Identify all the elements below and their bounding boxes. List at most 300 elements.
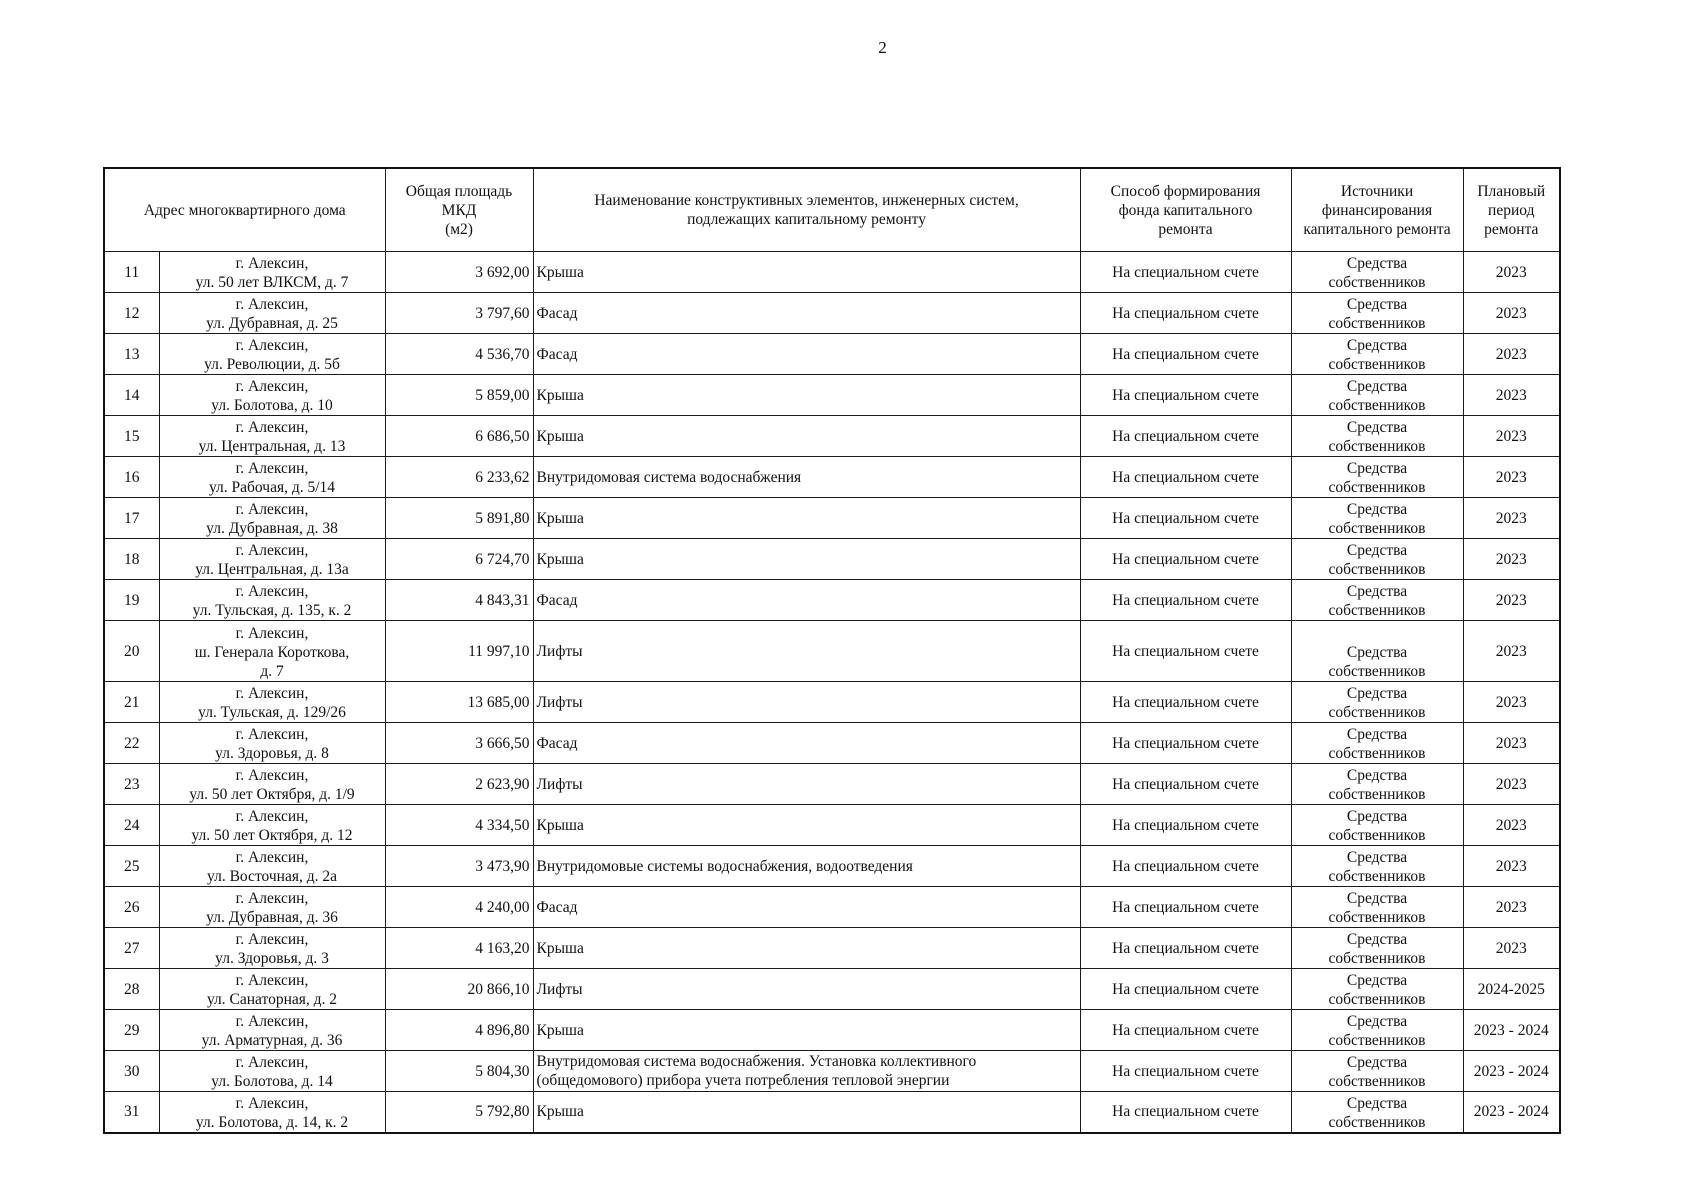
total-area: 4 240,00 [475,898,530,916]
source-cell [1291,846,1463,887]
funding-source-continued: собственников [1328,868,1426,885]
elements-cell [533,498,1080,539]
area-cell [385,805,533,846]
row-number: 22 [124,734,140,752]
row-number-cell [104,334,159,375]
address-city: г. Алексин, [235,255,309,272]
area-cell [385,969,533,1010]
period-cell [1463,1051,1560,1092]
fund-method: На специальном счете [1112,591,1259,609]
repair-element: Крыша [536,550,584,568]
table-row [104,375,1560,416]
address-cell [159,580,385,621]
method-cell [1080,334,1291,375]
fund-method: На специальном счете [1112,509,1259,527]
table-row [104,887,1560,928]
fund-method: На специальном счете [1112,939,1259,957]
source-cell [1291,887,1463,928]
row-number: 16 [124,468,140,486]
funding-source-continued: собственников [1328,745,1426,762]
area-cell [385,846,533,887]
period-cell [1463,621,1560,682]
table-row [104,928,1560,969]
row-number: 29 [124,1021,140,1039]
period-cell [1463,416,1560,457]
funding-source-continued: собственников [1328,397,1426,414]
total-area: 3 692,00 [475,263,530,281]
funding-source-continued: собственников [1328,950,1426,967]
address-street: ул. Болотова, д. 14 [211,1073,333,1090]
row-number-cell [104,539,159,580]
funding-source: Средства [1346,1054,1408,1071]
repair-period: 2023 [1495,898,1527,916]
row-number: 12 [124,304,140,322]
address-cell [159,498,385,539]
period-cell [1463,1010,1560,1051]
period-cell [1463,969,1560,1010]
table-row [104,1010,1560,1051]
funding-source: Средства [1346,726,1408,743]
total-area: 3 666,50 [475,734,530,752]
address-city: г. Алексин, [235,685,309,702]
repair-period: 2023 [1495,345,1527,363]
source-cell [1291,1092,1463,1133]
fund-method: На специальном счете [1112,1021,1259,1039]
address-cell [159,334,385,375]
source-cell [1291,334,1463,375]
table-row [104,580,1560,621]
row-number: 30 [124,1062,140,1080]
address-city: г. Алексин, [235,419,309,436]
address-city: г. Алексин, [235,972,309,989]
fund-method: На специальном счете [1112,857,1259,875]
row-number-cell [104,293,159,334]
table-row [104,539,1560,580]
area-cell [385,416,533,457]
address-street: ул. Тульская, д. 135, к. 2 [192,602,352,619]
total-area: 5 859,00 [475,386,530,404]
address-street: ул. Санаторная, д. 2 [206,991,338,1008]
source-cell [1291,375,1463,416]
repair-element: Внутридомовая система водоснабжения. Установка коллективного [536,1053,977,1070]
row-number-cell [104,928,159,969]
table-row [104,1092,1560,1133]
method-cell [1080,1092,1291,1133]
total-area: 13 685,00 [467,693,530,711]
repair-element: Крыша [536,939,584,957]
funding-source-continued: собственников [1328,827,1426,844]
repair-period: 2023 - 2024 [1473,1062,1549,1080]
table-header-row [104,168,1560,252]
funding-source-continued: собственников [1328,602,1426,619]
funding-source: Средства [1346,1013,1408,1030]
header-source-line: Источники [1340,182,1414,200]
method-cell [1080,621,1291,682]
source-cell [1291,928,1463,969]
period-cell [1463,764,1560,805]
elements-cell [533,928,1080,969]
elements-cell [533,969,1080,1010]
address-city: г. Алексин, [235,726,309,743]
funding-source: Средства [1346,849,1408,866]
address-street: ул. Дубравная, д. 36 [206,909,338,926]
table-row [104,334,1560,375]
row-number: 31 [124,1103,140,1121]
funding-source: Средства [1346,931,1408,948]
funding-source: Средства [1346,890,1408,907]
repair-element: Крыша [536,1103,584,1121]
area-cell [385,1051,533,1092]
method-cell [1080,498,1291,539]
period-cell [1463,457,1560,498]
fund-method: На специальном счете [1112,775,1259,793]
address-street: ул. Болотова, д. 14, к. 2 [195,1113,349,1131]
address-cell [159,805,385,846]
source-cell [1291,293,1463,334]
elements-cell [533,375,1080,416]
row-number-cell [104,846,159,887]
table-body [104,252,1560,1133]
total-area: 5 804,30 [475,1062,530,1080]
source-cell [1291,416,1463,457]
fund-method: На специальном счете [1112,345,1259,363]
fund-method: На специальном счете [1112,427,1259,445]
table-row [104,498,1560,539]
area-cell [385,1092,533,1133]
funding-source: Средства [1346,296,1408,313]
method-cell [1080,846,1291,887]
elements-cell [533,805,1080,846]
funding-source-continued: собственников [1328,274,1426,291]
row-number-cell [104,1051,159,1092]
address-city: г. Алексин, [235,337,309,354]
period-cell [1463,252,1560,293]
header-method-line: Способ формирования [1110,182,1261,200]
repair-element: Фасад [536,734,578,752]
address-city: г. Алексин, [235,849,309,866]
repair-period: 2023 [1495,642,1527,660]
method-cell [1080,805,1291,846]
header-elements-line: Наименование конструктивных элементов, инженерных систем, [594,192,1019,209]
header-area [385,168,533,252]
address-cell [159,1010,385,1051]
fund-method: На специальном счете [1112,468,1259,486]
address-cell [159,293,385,334]
table-row [104,457,1560,498]
elements-cell [533,846,1080,887]
row-number-cell [104,1092,159,1133]
address-city: г. Алексин, [235,501,309,518]
period-cell [1463,498,1560,539]
address-street: ул. Центральная, д. 13 [198,438,346,455]
address-cell [159,375,385,416]
address-street: ул. 50 лет Октября, д. 1/9 [189,786,355,803]
fund-method: На специальном счете [1112,734,1259,752]
period-cell [1463,887,1560,928]
row-number-cell [104,764,159,805]
repair-period: 2023 [1495,468,1527,486]
source-cell [1291,805,1463,846]
funding-source-continued: собственников [1328,1032,1426,1049]
method-cell [1080,969,1291,1010]
funding-source-continued: собственников [1328,704,1426,721]
funding-source: Средства [1346,972,1408,989]
period-cell [1463,1092,1560,1133]
repair-period: 2023 [1495,591,1527,609]
repair-element-continued: (общедомового) прибора учета потребления тепловой энергии [536,1072,950,1089]
header-area-line: МКД [441,201,477,219]
repair-period: 2023 - 2024 [1473,1103,1549,1121]
period-cell [1463,805,1560,846]
header-period-line: период [1488,201,1535,219]
fund-method: На специальном счете [1112,304,1259,322]
area-cell [385,682,533,723]
header-elements-line: подлежащих капитальному ремонту [687,211,926,228]
table-row [104,252,1560,293]
source-cell [1291,723,1463,764]
funding-source-continued: собственников [1328,356,1426,373]
row-number-cell [104,416,159,457]
row-number: 15 [124,427,140,445]
fund-method: На специальном счете [1112,263,1259,281]
funding-source: Средства [1346,583,1408,600]
repair-period: 2023 [1495,263,1527,281]
row-number-cell [104,969,159,1010]
elements-cell [533,539,1080,580]
address-cell [159,252,385,293]
row-number-cell [104,580,159,621]
address-street: ул. 50 лет ВЛКСМ, д. 7 [195,274,349,291]
header-address: Адрес многоквартирного дома [104,168,385,252]
header-source-line: финансирования [1321,201,1433,219]
address-cell [159,682,385,723]
funding-source: Средства [1346,255,1408,272]
period-cell [1463,334,1560,375]
fund-method: На специальном счете [1112,550,1259,568]
area-cell [385,764,533,805]
repair-element: Фасад [536,304,578,322]
header-area-line: (м2) [445,220,473,238]
total-area: 5 891,80 [475,509,530,527]
total-area: 4 896,80 [475,1021,530,1039]
total-area: 4 163,20 [475,939,530,957]
row-number: 20 [124,642,140,660]
funding-source: Средства [1346,767,1408,784]
repair-period: 2024-2025 [1477,980,1545,998]
area-cell [385,293,533,334]
address-city: г. Алексин, [235,296,309,313]
funding-source-continued: собственников [1328,1073,1426,1090]
address-city: г. Алексин, [235,1094,309,1112]
repair-period: 2023 [1495,693,1527,711]
total-area: 6 724,70 [475,550,530,568]
funding-source: Средства [1346,1094,1408,1112]
repair-element: Фасад [536,345,578,363]
row-number: 28 [124,980,140,998]
funding-source-continued: собственников [1328,438,1426,455]
address-street: ул. Болотова, д. 10 [211,397,333,414]
elements-cell [533,252,1080,293]
fund-method: На специальном счете [1112,980,1259,998]
period-cell [1463,723,1560,764]
row-number-cell [104,498,159,539]
repair-element: Лифты [536,980,583,998]
row-number-cell [104,723,159,764]
method-cell [1080,1010,1291,1051]
repair-element: Крыша [536,509,584,527]
elements-cell [533,1092,1080,1133]
funding-source: Средства [1346,685,1408,702]
address-city: г. Алексин, [235,767,309,784]
source-cell [1291,969,1463,1010]
address-street: ул. Дубравная, д. 25 [206,315,338,332]
repair-element: Фасад [536,591,578,609]
row-number: 27 [124,939,140,957]
total-area: 4 843,31 [475,591,530,609]
elements-cell [533,1010,1080,1051]
funding-source: Средства [1346,808,1408,825]
area-cell [385,334,533,375]
table-row [104,1051,1560,1092]
funding-source-continued: собственников [1328,520,1426,537]
address-street: ш. Генерала Короткова, [194,644,350,661]
source-cell [1291,621,1463,682]
fund-method: На специальном счете [1112,693,1259,711]
row-number-cell [104,252,159,293]
repair-period: 2023 [1495,775,1527,793]
area-cell [385,457,533,498]
repair-element: Лифты [536,642,583,660]
address-city: г. Алексин, [235,378,309,395]
address-street: ул. Рабочая, д. 5/14 [208,479,336,496]
repair-element: Лифты [536,693,583,711]
funding-source-continued: собственников [1328,315,1426,332]
row-number: 24 [124,816,140,834]
header-area-line: Общая площадь [405,182,513,200]
row-number: 11 [124,263,140,281]
address-city: г. Алексин, [235,460,309,477]
elements-cell [533,1051,1080,1092]
address-city: г. Алексин, [235,542,309,559]
header-source-line: капитального ремонта [1303,220,1451,238]
table-row [104,723,1560,764]
method-cell [1080,252,1291,293]
address-city: г. Алексин, [235,808,309,825]
header-period [1463,168,1560,252]
address-cell [159,887,385,928]
period-cell [1463,846,1560,887]
repair-period: 2023 [1495,427,1527,445]
total-area: 5 792,80 [475,1103,530,1121]
elements-cell [533,293,1080,334]
source-cell [1291,682,1463,723]
elements-cell [533,887,1080,928]
table-row [104,969,1560,1010]
area-cell [385,375,533,416]
funding-source: Средства [1346,542,1408,559]
address-cell [159,416,385,457]
funding-source-continued: собственников [1328,479,1426,496]
total-area: 11 997,10 [468,642,530,660]
address-city: г. Алексин, [235,890,309,907]
address-city: г. Алексин, [235,931,309,948]
address-city: г. Алексин, [235,583,309,600]
funding-source: Средства [1346,419,1408,436]
method-cell [1080,928,1291,969]
address-street: ул. Дубравная, д. 38 [206,520,338,537]
source-cell [1291,1010,1463,1051]
funding-source-continued: собственников [1328,991,1426,1008]
repair-element: Крыша [536,427,584,445]
fund-method: На специальном счете [1112,898,1259,916]
source-cell [1291,539,1463,580]
repair-period: 2023 [1495,857,1527,875]
elements-cell [533,457,1080,498]
elements-cell [533,416,1080,457]
table-row [104,682,1560,723]
funding-source-continued: собственников [1328,1113,1426,1131]
repair-element: Крыша [536,816,584,834]
total-area: 3 473,90 [475,857,530,875]
repair-element: Внутридомовые системы водоснабжения, водоотведения [536,857,913,875]
address-cell [159,723,385,764]
period-cell [1463,293,1560,334]
source-cell [1291,457,1463,498]
row-number: 13 [124,345,140,363]
funding-source: Средства [1346,644,1408,661]
method-cell [1080,723,1291,764]
total-area: 4 334,50 [475,816,530,834]
method-cell [1080,682,1291,723]
address-street: ул. Центральная, д. 13а [195,561,349,578]
area-cell [385,928,533,969]
row-number-cell [104,682,159,723]
header-elements [533,168,1080,252]
repair-period: 2023 [1495,304,1527,322]
total-area: 20 866,10 [467,980,530,998]
row-number-cell [104,1010,159,1051]
fund-method: На специальном счете [1112,1062,1259,1080]
repair-period: 2023 [1495,734,1527,752]
address-cell [159,539,385,580]
repair-period: 2023 - 2024 [1473,1021,1549,1039]
repair-period: 2023 [1495,550,1527,568]
address-street: ул. Здоровья, д. 3 [215,950,329,967]
header-method-line: ремонта [1158,220,1213,238]
capital-repair-table [103,167,1561,1134]
method-cell [1080,580,1291,621]
address-city: г. Алексин, [235,1054,309,1071]
method-cell [1080,1051,1291,1092]
address-street: ул. Арматурная, д. 36 [201,1032,343,1049]
source-cell [1291,252,1463,293]
area-cell [385,539,533,580]
row-number-cell [104,375,159,416]
method-cell [1080,293,1291,334]
table-row [104,846,1560,887]
repair-period: 2023 [1495,509,1527,527]
area-cell [385,580,533,621]
table-row [104,764,1560,805]
funding-source: Средства [1346,337,1408,354]
fund-method: На специальном счете [1112,386,1259,404]
repair-element: Фасад [536,898,578,916]
address-street: ул. Революции, д. 5б [204,356,340,373]
address-cell [159,1092,385,1133]
header-period-line: ремонта [1484,220,1539,238]
row-number: 18 [124,550,140,568]
method-cell [1080,887,1291,928]
